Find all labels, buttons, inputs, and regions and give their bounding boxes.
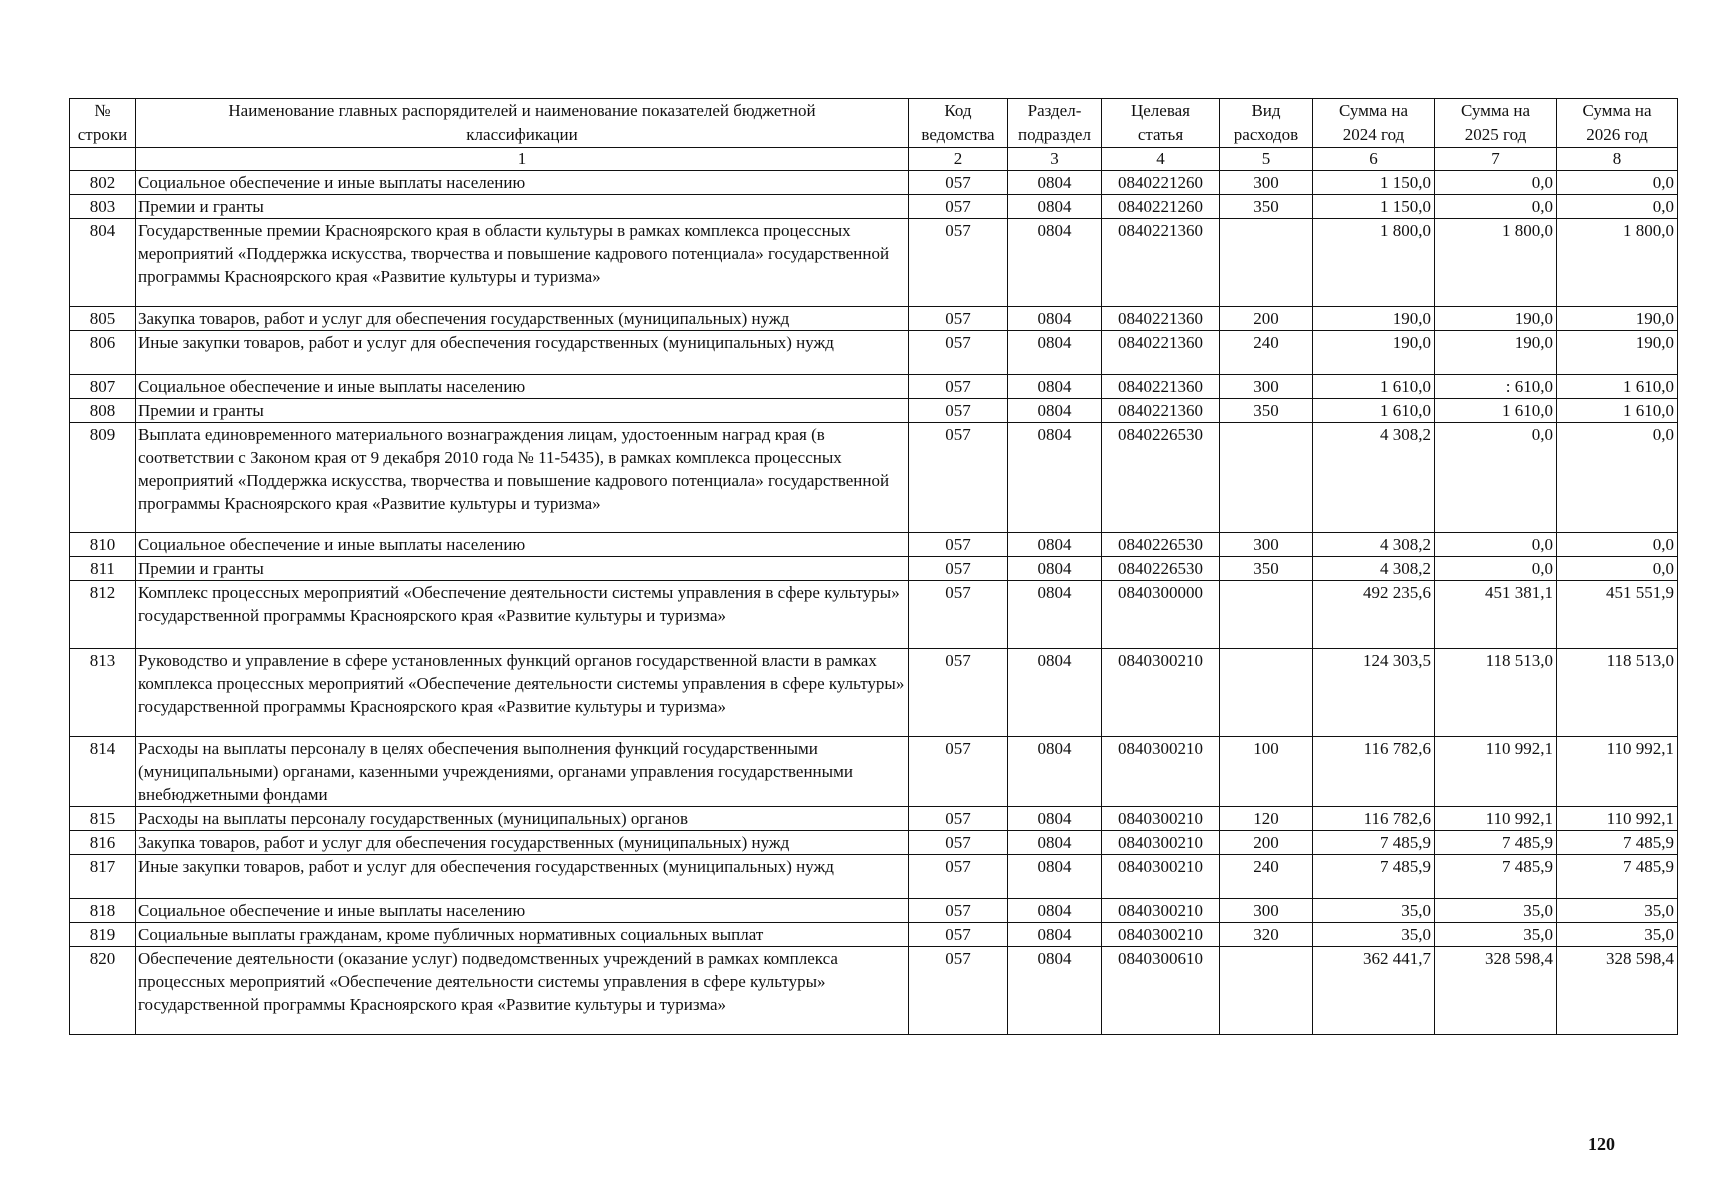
- department-code: 057: [909, 219, 1008, 307]
- row-number: 807: [70, 375, 136, 399]
- row-name: Социальное обеспечение и иные выплаты населению: [136, 899, 909, 923]
- sum-2025: 118 513,0: [1435, 649, 1557, 737]
- expense-type: 240: [1220, 331, 1313, 375]
- row-name: Руководство и управление в сфере установленных функций органов государственной власти в рамках комплекса процессных мероприятий «Обеспечение деятельности системы управления в сфере культуры» государственной программы Красноярского края «Развитие культуры и туризма»: [136, 649, 909, 737]
- column-number: 6: [1313, 148, 1435, 171]
- row-number: 806: [70, 331, 136, 375]
- sum-2026: 190,0: [1557, 307, 1678, 331]
- sum-2025: 7 485,9: [1435, 831, 1557, 855]
- target-article: 0840221360: [1102, 399, 1220, 423]
- expense-type: 200: [1220, 307, 1313, 331]
- sum-2026: 328 598,4: [1557, 947, 1678, 1035]
- row-number: 803: [70, 195, 136, 219]
- sum-2026: 1 800,0: [1557, 219, 1678, 307]
- row-name: Расходы на выплаты персоналу в целях обеспечения выполнения функций государственными (муниципальными) органами, казенными учреждениями, органами управления государственными внебюджетными фондами: [136, 737, 909, 807]
- target-article: 0840300000: [1102, 581, 1220, 649]
- sum-2025: 451 381,1: [1435, 581, 1557, 649]
- target-article: 0840300210: [1102, 649, 1220, 737]
- section-code: 0804: [1008, 923, 1102, 947]
- column-number: 2: [909, 148, 1008, 171]
- row-number: 809: [70, 423, 136, 533]
- department-code: 057: [909, 581, 1008, 649]
- column-number: 1: [136, 148, 909, 171]
- sum-2026: 0,0: [1557, 533, 1678, 557]
- department-code: 057: [909, 331, 1008, 375]
- row-name: Социальное обеспечение и иные выплаты населению: [136, 375, 909, 399]
- target-article: 0840221360: [1102, 375, 1220, 399]
- row-name: Иные закупки товаров, работ и услуг для обеспечения государственных (муниципальных) нужд: [136, 855, 909, 899]
- table-row: [70, 855, 1678, 899]
- sum-2026: 1 610,0: [1557, 399, 1678, 423]
- page-number: 120: [1588, 1134, 1615, 1154]
- section-code: 0804: [1008, 195, 1102, 219]
- row-name: Государственные премии Красноярского края в области культуры в рамках комплекса процессных мероприятий «Поддержка искусства, творчества и повышение кадрового потенциала» государственной программы Красноярского края «Развитие культуры и туризма»: [136, 219, 909, 307]
- budget-table: [69, 98, 1678, 1035]
- target-article: 0840300210: [1102, 855, 1220, 899]
- sum-2026: 35,0: [1557, 923, 1678, 947]
- target-article: 0840226530: [1102, 423, 1220, 533]
- sum-2025: 110 992,1: [1435, 737, 1557, 807]
- sum-2024: 190,0: [1313, 307, 1435, 331]
- expense-type: 350: [1220, 399, 1313, 423]
- department-code: 057: [909, 807, 1008, 831]
- department-code: 057: [909, 533, 1008, 557]
- row-number: 812: [70, 581, 136, 649]
- table-row: [70, 557, 1678, 581]
- department-code: 057: [909, 399, 1008, 423]
- sum-2024: 4 308,2: [1313, 557, 1435, 581]
- header-target-article: Целевая статья: [1102, 99, 1220, 148]
- expense-type: [1220, 947, 1313, 1035]
- sum-2026: 1 610,0: [1557, 375, 1678, 399]
- header-sum-2025: Сумма на 2025 год: [1435, 99, 1557, 148]
- sum-2024: 190,0: [1313, 331, 1435, 375]
- department-code: 057: [909, 195, 1008, 219]
- target-article: 0840221260: [1102, 195, 1220, 219]
- sum-2024: 1 610,0: [1313, 399, 1435, 423]
- row-number: 814: [70, 737, 136, 807]
- column-number: 3: [1008, 148, 1102, 171]
- table-row: [70, 375, 1678, 399]
- sum-2024: 1 150,0: [1313, 171, 1435, 195]
- target-article: 0840221360: [1102, 307, 1220, 331]
- row-name: Премии и гранты: [136, 195, 909, 219]
- row-number: 816: [70, 831, 136, 855]
- section-code: 0804: [1008, 649, 1102, 737]
- section-code: 0804: [1008, 219, 1102, 307]
- table-row: [70, 331, 1678, 375]
- sum-2025: 1 800,0: [1435, 219, 1557, 307]
- section-code: 0804: [1008, 831, 1102, 855]
- row-number: 815: [70, 807, 136, 831]
- sum-2026: 110 992,1: [1557, 737, 1678, 807]
- column-number: 8: [1557, 148, 1678, 171]
- sum-2024: 116 782,6: [1313, 737, 1435, 807]
- row-number: 813: [70, 649, 136, 737]
- target-article: 0840226530: [1102, 557, 1220, 581]
- row-number: 804: [70, 219, 136, 307]
- expense-type: [1220, 219, 1313, 307]
- section-code: 0804: [1008, 855, 1102, 899]
- sum-2024: 492 235,6: [1313, 581, 1435, 649]
- sum-2025: : 610,0: [1435, 375, 1557, 399]
- row-name: Закупка товаров, работ и услуг для обеспечения государственных (муниципальных) нужд: [136, 307, 909, 331]
- expense-type: 200: [1220, 831, 1313, 855]
- section-code: 0804: [1008, 557, 1102, 581]
- header-row: [70, 99, 1678, 148]
- sum-2025: 328 598,4: [1435, 947, 1557, 1035]
- table-row: [70, 423, 1678, 533]
- sum-2026: 190,0: [1557, 331, 1678, 375]
- row-name: Выплата единовременного материального вознаграждения лицам, удостоенным наград края (в соответствии с Законом края от 9 декабря 2010 года № 11-5435), в рамках комплекса процессных мероприятий «Поддержка искусства, творчества и повышение кадрового потенциала» государственной программы Красноярского края «Развитие культуры и туризма»: [136, 423, 909, 533]
- row-name: Иные закупки товаров, работ и услуг для обеспечения государственных (муниципальных) нужд: [136, 331, 909, 375]
- header-section: Раздел- подраздел: [1008, 99, 1102, 148]
- sum-2026: 0,0: [1557, 557, 1678, 581]
- expense-type: [1220, 581, 1313, 649]
- sum-2024: 4 308,2: [1313, 423, 1435, 533]
- row-number: 817: [70, 855, 136, 899]
- row-number: 820: [70, 947, 136, 1035]
- row-name: Комплекс процессных мероприятий «Обеспечение деятельности системы управления в сфере культуры» государственной программы Красноярского края «Развитие культуры и туризма»: [136, 581, 909, 649]
- target-article: 0840300210: [1102, 923, 1220, 947]
- table-row: [70, 581, 1678, 649]
- target-article: 0840221360: [1102, 331, 1220, 375]
- header-row-number: № строки: [70, 99, 136, 148]
- sum-2026: 0,0: [1557, 195, 1678, 219]
- section-code: 0804: [1008, 171, 1102, 195]
- section-code: 0804: [1008, 331, 1102, 375]
- row-name: Социальные выплаты гражданам, кроме публичных нормативных социальных выплат: [136, 923, 909, 947]
- section-code: 0804: [1008, 375, 1102, 399]
- sum-2025: 110 992,1: [1435, 807, 1557, 831]
- sum-2024: 1 800,0: [1313, 219, 1435, 307]
- expense-type: 350: [1220, 195, 1313, 219]
- sum-2026: 0,0: [1557, 423, 1678, 533]
- sum-2026: 35,0: [1557, 899, 1678, 923]
- table-row: [70, 399, 1678, 423]
- expense-type: [1220, 423, 1313, 533]
- header-sum-2024: Сумма на 2024 год: [1313, 99, 1435, 148]
- sum-2026: 7 485,9: [1557, 831, 1678, 855]
- sum-2026: 7 485,9: [1557, 855, 1678, 899]
- department-code: 057: [909, 557, 1008, 581]
- department-code: 057: [909, 947, 1008, 1035]
- table-row: [70, 923, 1678, 947]
- row-name: Закупка товаров, работ и услуг для обеспечения государственных (муниципальных) нужд: [136, 831, 909, 855]
- header-expense-type: Вид расходов: [1220, 99, 1313, 148]
- expense-type: 300: [1220, 375, 1313, 399]
- section-code: 0804: [1008, 533, 1102, 557]
- sum-2024: 35,0: [1313, 899, 1435, 923]
- table-row: [70, 307, 1678, 331]
- column-number-row: [70, 148, 1678, 171]
- table-body: [70, 171, 1678, 1035]
- expense-type: 350: [1220, 557, 1313, 581]
- row-name: Социальное обеспечение и иные выплаты населению: [136, 171, 909, 195]
- expense-type: 120: [1220, 807, 1313, 831]
- sum-2025: 0,0: [1435, 195, 1557, 219]
- target-article: 0840300210: [1102, 737, 1220, 807]
- header-name: Наименование главных распорядителей и наименование показателей бюджетной классификации: [136, 99, 909, 148]
- department-code: 057: [909, 923, 1008, 947]
- sum-2026: 110 992,1: [1557, 807, 1678, 831]
- department-code: 057: [909, 307, 1008, 331]
- sum-2024: 1 610,0: [1313, 375, 1435, 399]
- department-code: 057: [909, 737, 1008, 807]
- table-row: [70, 195, 1678, 219]
- table-row: [70, 831, 1678, 855]
- header-sum-2026: Сумма на 2026 год: [1557, 99, 1678, 148]
- section-code: 0804: [1008, 423, 1102, 533]
- sum-2024: 4 308,2: [1313, 533, 1435, 557]
- row-number: 819: [70, 923, 136, 947]
- target-article: 0840300210: [1102, 899, 1220, 923]
- section-code: 0804: [1008, 399, 1102, 423]
- department-code: 057: [909, 375, 1008, 399]
- department-code: 057: [909, 855, 1008, 899]
- section-code: 0804: [1008, 737, 1102, 807]
- row-number: 810: [70, 533, 136, 557]
- department-code: 057: [909, 899, 1008, 923]
- expense-type: [1220, 649, 1313, 737]
- table-row: [70, 947, 1678, 1035]
- expense-type: 300: [1220, 171, 1313, 195]
- sum-2025: 35,0: [1435, 923, 1557, 947]
- sum-2024: 116 782,6: [1313, 807, 1435, 831]
- row-number: 811: [70, 557, 136, 581]
- sum-2024: 35,0: [1313, 923, 1435, 947]
- column-number: 7: [1435, 148, 1557, 171]
- row-name: Премии и гранты: [136, 399, 909, 423]
- column-number: 4: [1102, 148, 1220, 171]
- expense-type: 320: [1220, 923, 1313, 947]
- target-article: 0840221260: [1102, 171, 1220, 195]
- sum-2025: 0,0: [1435, 533, 1557, 557]
- expense-type: 300: [1220, 533, 1313, 557]
- department-code: 057: [909, 423, 1008, 533]
- sum-2026: 118 513,0: [1557, 649, 1678, 737]
- row-number: 808: [70, 399, 136, 423]
- target-article: 0840300610: [1102, 947, 1220, 1035]
- section-code: 0804: [1008, 899, 1102, 923]
- column-number: 5: [1220, 148, 1313, 171]
- row-name: Обеспечение деятельности (оказание услуг) подведомственных учреждений в рамках комплекса процессных мероприятий «Обеспечение деятельности системы управления в сфере культуры» государственной программы Красноярского края «Развитие культуры и туризма»: [136, 947, 909, 1035]
- target-article: 0840226530: [1102, 533, 1220, 557]
- section-code: 0804: [1008, 947, 1102, 1035]
- header-department-code: Код ведомства: [909, 99, 1008, 148]
- table-row: [70, 649, 1678, 737]
- column-number: [70, 148, 136, 171]
- sum-2024: 362 441,7: [1313, 947, 1435, 1035]
- expense-type: 300: [1220, 899, 1313, 923]
- target-article: 0840300210: [1102, 831, 1220, 855]
- department-code: 057: [909, 649, 1008, 737]
- target-article: 0840221360: [1102, 219, 1220, 307]
- section-code: 0804: [1008, 807, 1102, 831]
- sum-2025: 0,0: [1435, 423, 1557, 533]
- sum-2026: 0,0: [1557, 171, 1678, 195]
- row-number: 805: [70, 307, 136, 331]
- section-code: 0804: [1008, 307, 1102, 331]
- sum-2025: 35,0: [1435, 899, 1557, 923]
- table-row: [70, 899, 1678, 923]
- sum-2025: 7 485,9: [1435, 855, 1557, 899]
- expense-type: 100: [1220, 737, 1313, 807]
- sum-2025: 1 610,0: [1435, 399, 1557, 423]
- table-row: [70, 171, 1678, 195]
- table-row: [70, 219, 1678, 307]
- sum-2025: 0,0: [1435, 171, 1557, 195]
- section-code: 0804: [1008, 581, 1102, 649]
- table-row: [70, 807, 1678, 831]
- sum-2025: 190,0: [1435, 307, 1557, 331]
- target-article: 0840300210: [1102, 807, 1220, 831]
- expense-type: 240: [1220, 855, 1313, 899]
- department-code: 057: [909, 831, 1008, 855]
- table-row: [70, 737, 1678, 807]
- row-name: Социальное обеспечение и иные выплаты населению: [136, 533, 909, 557]
- sum-2024: 7 485,9: [1313, 831, 1435, 855]
- sum-2025: 190,0: [1435, 331, 1557, 375]
- row-number: 802: [70, 171, 136, 195]
- sum-2026: 451 551,9: [1557, 581, 1678, 649]
- department-code: 057: [909, 171, 1008, 195]
- sum-2024: 124 303,5: [1313, 649, 1435, 737]
- row-name: Премии и гранты: [136, 557, 909, 581]
- row-name: Расходы на выплаты персоналу государственных (муниципальных) органов: [136, 807, 909, 831]
- row-number: 818: [70, 899, 136, 923]
- sum-2024: 1 150,0: [1313, 195, 1435, 219]
- sum-2025: 0,0: [1435, 557, 1557, 581]
- table-row: [70, 533, 1678, 557]
- sum-2024: 7 485,9: [1313, 855, 1435, 899]
